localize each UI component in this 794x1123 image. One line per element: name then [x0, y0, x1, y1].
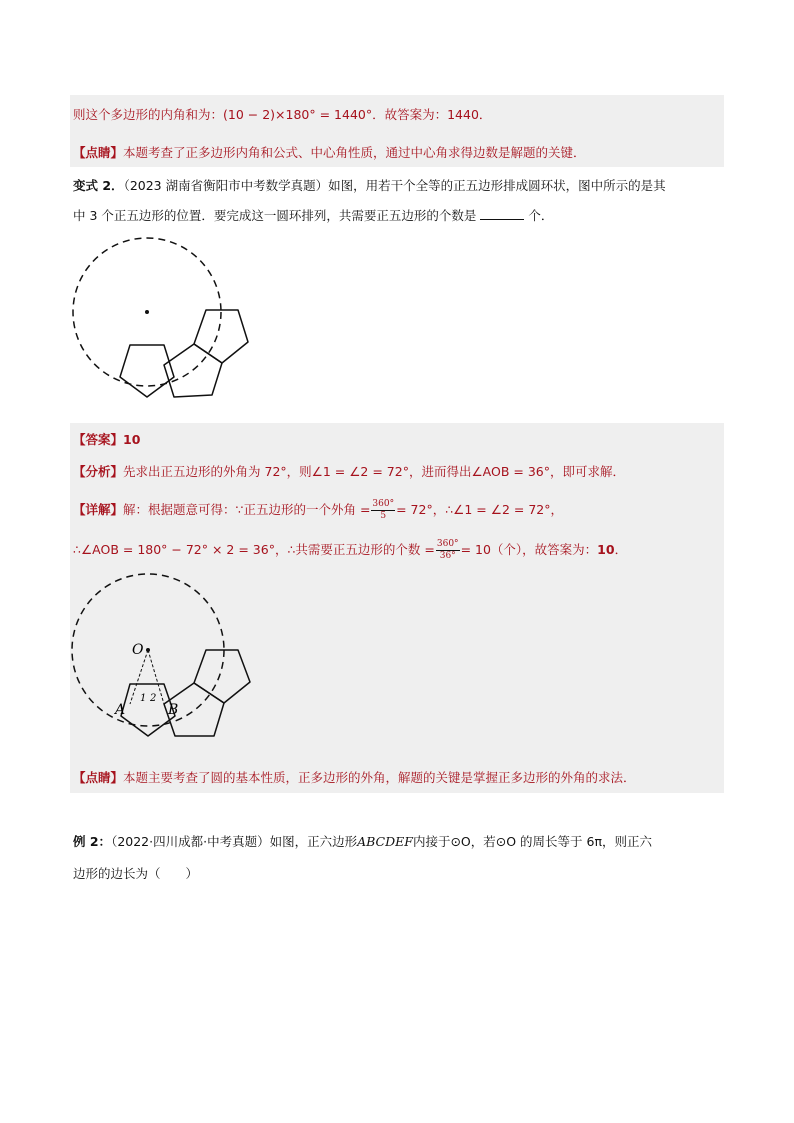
center-dot — [145, 310, 149, 314]
example-text-2: 边形的边长为（ ） — [73, 866, 199, 881]
detail-line2-end: ． — [614, 542, 628, 557]
fraction-360-over-36 — [436, 539, 460, 562]
fraction-denominator: 5 — [380, 511, 387, 521]
label-angle-1: 1 — [140, 693, 147, 704]
answer-tag: 【答案】 — [73, 432, 124, 447]
fraction-denominator: 36° — [439, 551, 456, 561]
example-text-b: 内接于⊙O，若⊙O 的周长等于 6π，则正六 — [412, 834, 652, 849]
label-angle-2: 2 — [150, 693, 157, 704]
pentagon-ring-figure — [68, 232, 268, 412]
fraction-numerator: 360° — [372, 499, 395, 509]
dianjing-tag: 【点睛】 — [73, 145, 124, 160]
detail-answer-value: 10 — [597, 542, 615, 557]
dianjing-line-1 — [73, 143, 586, 163]
answer-value: 10 — [123, 432, 141, 447]
hexagon-name: ABCDEF — [357, 834, 413, 849]
analysis-line — [73, 462, 625, 482]
pentagon-right — [194, 650, 250, 703]
detail-line-2 — [73, 536, 627, 564]
solution-conclusion: 则这个多边形的内角和为：(10 − 2)×180° = 1440°．故答案为：1440． — [73, 107, 492, 122]
variant-question-end: 个． — [528, 208, 554, 223]
analysis-text: 先求出正五边形的外角为 72°，则∠1 = ∠2 = 72°，进而得出∠AOB = 36°，即可求解． — [123, 464, 625, 479]
analysis-tag: 【分析】 — [73, 464, 124, 479]
example-text-a: 如图，正六边形 — [269, 834, 358, 849]
pentagon-left — [121, 684, 175, 736]
variant-question-line-1 — [73, 176, 666, 196]
dianjing-line-2 — [73, 768, 636, 788]
variant-question-line-2 — [73, 206, 553, 226]
example-line-1 — [73, 832, 652, 852]
detail-tag: 【详解】 — [73, 502, 124, 517]
variant-question-text: 如图，用若干个全等的正五边形排成圆环状，图中所示的是其 — [328, 178, 666, 193]
center-dot — [146, 648, 150, 652]
label-A: A — [115, 702, 126, 718]
detail-line-1 — [73, 496, 563, 524]
example-label: 例 2： — [73, 834, 112, 849]
dianjing-tag: 【点睛】 — [73, 770, 124, 785]
fraction-360-over-5 — [371, 499, 395, 522]
example-line-2 — [73, 864, 198, 884]
answer-blank — [480, 207, 524, 220]
example-source: （2022·四川成都·中考真题） — [111, 834, 270, 849]
detail-line2-text-b: = 10（个），故答案为： — [460, 542, 598, 557]
dianjing-text: 本题考查了正多边形内角和公式、中心角性质，通过中心角求得边数是解题的关键． — [123, 145, 586, 160]
detail-line2-text-a: ∴∠AOB = 180° − 72° × 2 = 36°，∴共需要正五边形的个数 = — [73, 542, 435, 557]
pentagon-ring-figure-labeled — [68, 570, 268, 760]
detail-text-a: 解：根据题意可得：∵正五边形的一个外角 = — [123, 502, 371, 517]
detail-text-b: = 72°，∴∠1 = ∠2 = 72°， — [396, 502, 563, 517]
variant-question-text-2: 中 3 个正五边形的位置．要完成这一圆环排列，共需要正五边形的个数是 — [73, 208, 477, 223]
label-B: B — [168, 702, 179, 718]
dianjing-text: 本题主要考查了圆的基本性质，正多边形的外角，解题的关键是掌握正多边形的外角的求法． — [123, 770, 636, 785]
variant-source: （2023 湖南省衡阳市中考数学真题） — [123, 178, 329, 193]
answer-line — [73, 430, 140, 450]
variant-label: 变式 2． — [73, 178, 124, 193]
label-O: O — [132, 642, 144, 658]
fraction-numerator: 360° — [436, 539, 459, 549]
